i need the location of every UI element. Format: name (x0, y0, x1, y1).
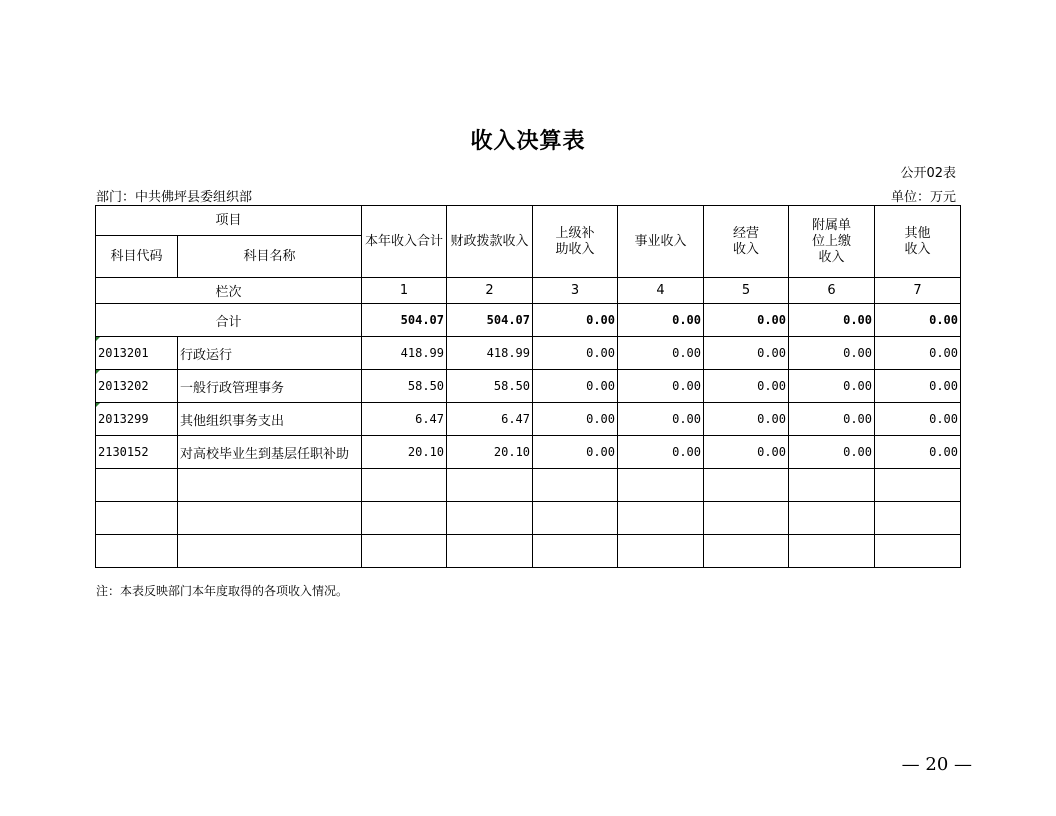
total-value: 504.07 (447, 304, 533, 337)
header-col-6-text: 附属单位上缴收入 (812, 217, 852, 265)
row-value: 0.00 (789, 403, 875, 436)
row-value: 58.50 (362, 370, 447, 403)
row-value: 0.00 (875, 403, 961, 436)
header-col-1: 本年收入合计 (362, 206, 447, 278)
total-value: 0.00 (704, 304, 789, 337)
header-code: 科目代码 (96, 236, 178, 278)
row-value: 0.00 (533, 436, 618, 469)
row-code-cell (96, 337, 178, 370)
cell-marker (96, 370, 100, 374)
page-title: 收入决算表 (470, 129, 586, 154)
header-col-3-text: 上级补助收入 (555, 225, 595, 257)
row-value: 418.99 (362, 337, 447, 370)
row-value: 0.00 (704, 370, 789, 403)
page-number: — 20 — (901, 754, 972, 775)
table-row (96, 370, 961, 403)
row-value: 0.00 (789, 370, 875, 403)
col-number: 5 (704, 278, 789, 304)
col-number: 3 (533, 278, 618, 304)
total-row (96, 304, 961, 337)
empty-row (96, 469, 961, 502)
empty-row (96, 535, 961, 568)
unit-label: 单位：万元 (890, 190, 956, 205)
row-code-cell (96, 403, 178, 436)
income-table (95, 205, 961, 568)
row-value: 0.00 (618, 436, 704, 469)
total-label: 合计 (96, 304, 362, 337)
header-col-5 (704, 206, 789, 278)
table-note: 注：本表反映部门本年度取得的各项收入情况。 (96, 584, 349, 598)
row-value: 0.00 (875, 337, 961, 370)
row-value: 0.00 (704, 436, 789, 469)
form-number: 公开02表 (900, 166, 956, 181)
header-name: 科目名称 (178, 236, 362, 278)
header-project: 项目 (96, 206, 362, 236)
row-value: 0.00 (618, 403, 704, 436)
row-label: 栏次 (96, 278, 362, 304)
col-number: 6 (789, 278, 875, 304)
row-value: 0.00 (533, 337, 618, 370)
col-number: 7 (875, 278, 961, 304)
row-value: 0.00 (618, 337, 704, 370)
row-value: 58.50 (447, 370, 533, 403)
row-value: 6.47 (362, 403, 447, 436)
header-col-4: 事业收入 (618, 206, 704, 278)
row-value: 418.99 (447, 337, 533, 370)
col-number: 2 (447, 278, 533, 304)
row-name: 其他组织事务支出 (178, 403, 362, 436)
row-code: 2013201 (98, 346, 149, 360)
row-code-cell (96, 370, 178, 403)
cell-marker (96, 403, 100, 407)
header-col-2: 财政拨款收入 (447, 206, 533, 278)
row-value: 0.00 (875, 436, 961, 469)
total-value: 0.00 (789, 304, 875, 337)
row-name: 行政运行 (178, 337, 362, 370)
table-row (96, 337, 961, 370)
row-code-cell (96, 436, 178, 469)
total-value: 0.00 (875, 304, 961, 337)
row-code: 2013299 (98, 412, 149, 426)
cell-marker (96, 337, 100, 341)
row-name: 对高校毕业生到基层任职补助 (178, 436, 362, 469)
table-row (96, 436, 961, 469)
row-value: 0.00 (789, 337, 875, 370)
total-value: 0.00 (533, 304, 618, 337)
total-value: 504.07 (362, 304, 447, 337)
empty-row (96, 502, 961, 535)
header-col-7 (875, 206, 961, 278)
row-value: 20.10 (362, 436, 447, 469)
total-value: 0.00 (618, 304, 704, 337)
row-name: 一般行政管理事务 (178, 370, 362, 403)
row-value: 20.10 (447, 436, 533, 469)
col-number: 1 (362, 278, 447, 304)
row-code: 2130152 (98, 445, 149, 459)
row-value: 0.00 (875, 370, 961, 403)
row-value: 6.47 (447, 403, 533, 436)
row-value: 0.00 (789, 436, 875, 469)
row-code: 2013202 (98, 379, 149, 393)
col-number: 4 (618, 278, 704, 304)
row-value: 0.00 (704, 403, 789, 436)
table-row (96, 403, 961, 436)
row-value: 0.00 (704, 337, 789, 370)
row-value: 0.00 (533, 370, 618, 403)
department-label: 部门：中共佛坪县委组织部 (96, 190, 253, 205)
row-value: 0.00 (618, 370, 704, 403)
header-col-3 (533, 206, 618, 278)
header-col-7-text: 其他收入 (904, 225, 931, 257)
header-col-5-text: 经营收入 (733, 225, 760, 257)
header-col-6 (789, 206, 875, 278)
row-value: 0.00 (533, 403, 618, 436)
